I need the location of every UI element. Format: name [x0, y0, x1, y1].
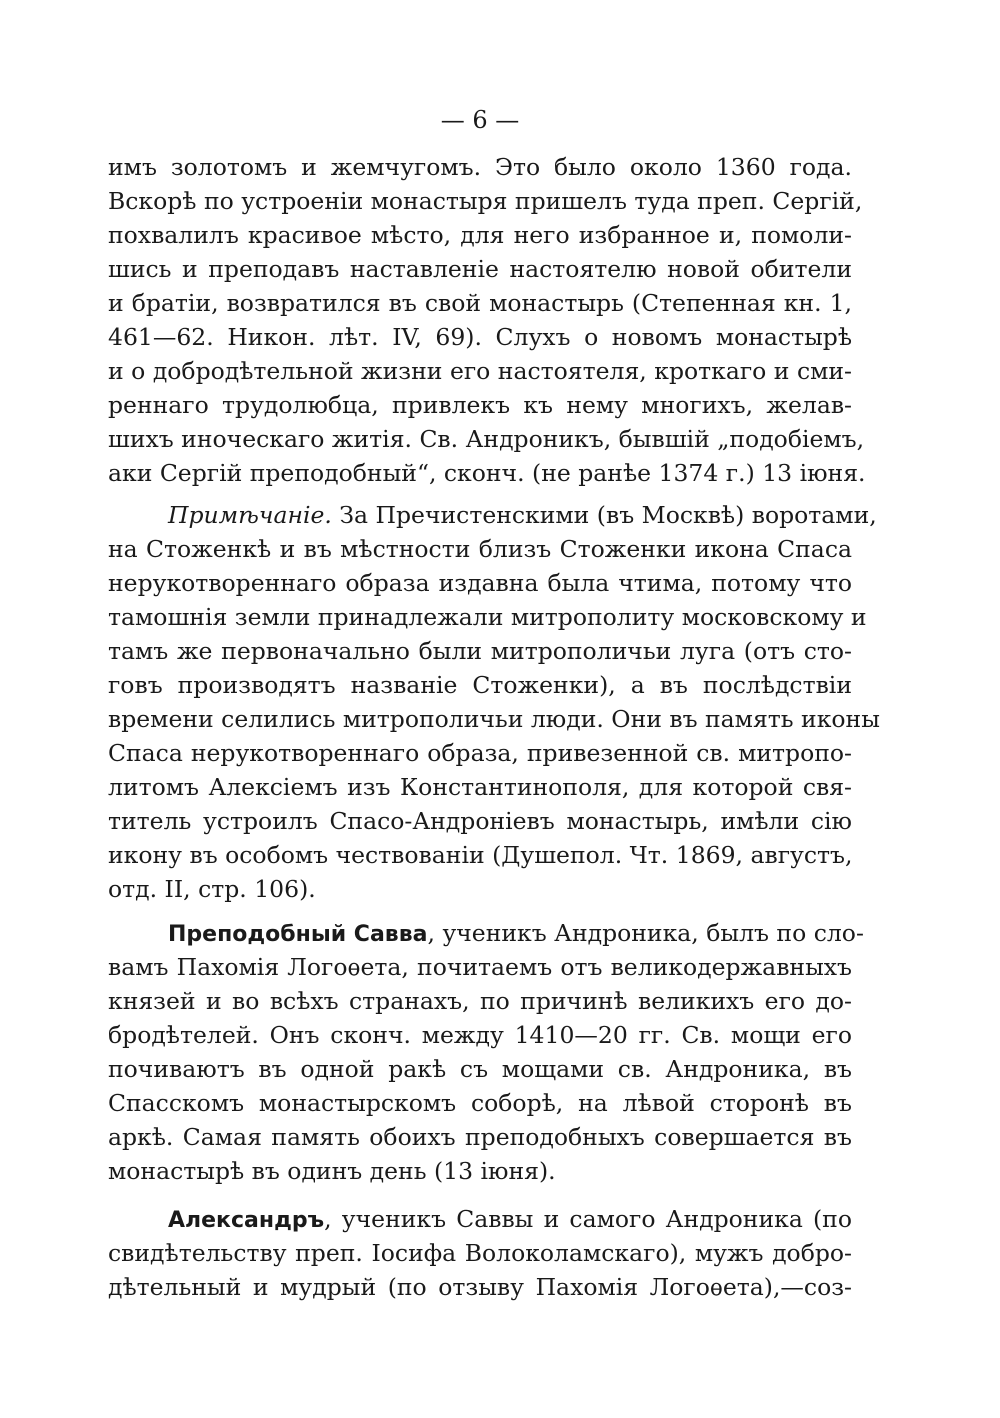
alexander-first-line — [168, 1202, 852, 1236]
text-line: имъ золотомъ и жемчугомъ. Это было около 1360 года. — [108, 153, 852, 181]
text-line: бродѣтелей. Онъ сконч. между 1410—20 гг. Св. мощи его — [108, 1021, 852, 1049]
text-line: реннаго трудолюбца, привлекъ къ нему многихъ, желав- — [108, 391, 852, 419]
note-first-line — [168, 498, 877, 532]
alexander-first-line-text: , ученикъ Саввы и самого Андроника (по — [324, 1205, 852, 1233]
text-line: икону въ особомъ чествованіи (Душепол. Чт. 1869, августъ, — [108, 841, 853, 869]
text-line: аркѣ. Самая память обоихъ преподобныхъ совершается въ — [108, 1123, 852, 1151]
text-line: почиваютъ въ одной ракѣ съ мощами св. Андроника, въ — [108, 1055, 852, 1083]
text-line: монастырѣ въ одинъ день (13 іюня). — [108, 1157, 556, 1185]
text-line: шихъ иноческаго житія. Св. Андроникъ, бывшій „подобіемъ, — [108, 425, 865, 453]
savva-first-line-text: , ученикъ Андроника, былъ по сло- — [427, 919, 864, 947]
text-line: титель устроилъ Спасо-Андроніевъ монастырь, имѣли сію — [108, 807, 852, 835]
text-line: 461—62. Никон. лѣт. IV, 69). Слухъ о новомъ монастырѣ — [108, 323, 852, 351]
alexander-name: Александръ — [168, 1208, 325, 1233]
text-line: отд. II, стр. 106). — [108, 875, 316, 903]
savva-first-line — [168, 916, 864, 950]
text-line: Спасскомъ монастырскомъ соборѣ, на лѣвой сторонѣ въ — [108, 1089, 852, 1117]
text-line: литомъ Алексіемъ изъ Константинополя, для которой свя- — [108, 773, 852, 801]
text-line: похвалилъ красивое мѣсто, для него избранное и, помоли- — [108, 221, 852, 249]
text-line: говъ производятъ названіе Стоженки), а въ послѣдствіи — [108, 671, 852, 699]
note-first-line-text: За Пречистенскими (въ Москвѣ) воротами, — [339, 501, 877, 529]
text-line: на Стоженкѣ и въ мѣстности близъ Стоженки икона Спаса — [108, 535, 852, 563]
text-line: нерукотвореннаго образа издавна была чтима, потому что — [108, 569, 852, 597]
savva-name: Преподобный Савва — [168, 922, 428, 947]
text-line: князей и во всѣхъ странахъ, по причинѣ великихъ его до- — [108, 987, 852, 1015]
text-line: вамъ Пахомія Логоѳета, почитаемъ отъ великодержавныхъ — [108, 953, 852, 981]
text-line: времени селились митрополичьи люди. Они въ память иконы — [108, 705, 880, 733]
text-line: дѣтельный и мудрый (по отзыву Пахомія Логоѳета),—соз- — [108, 1273, 852, 1301]
text-line: и о добродѣтельной жизни его настоятеля, кроткаго и сми- — [108, 357, 852, 385]
page-number: — 6 — — [440, 106, 520, 134]
text-line: шись и преподавъ наставленіе настоятелю новой обители — [108, 255, 852, 283]
text-line: Вскорѣ по устроеніи монастыря пришелъ туда преп. Сергій, — [108, 187, 863, 215]
text-line: и братіи, возвратился въ свой монастырь (Степенная кн. 1, — [108, 289, 852, 317]
note-label: Примѣчаніе. — [168, 501, 332, 529]
text-line: аки Сергій преподобный“, сконч. (не ранѣе 1374 г.) 13 іюня. — [108, 459, 866, 487]
text-line: тамъ же первоначально были митрополичьи луга (отъ сто- — [108, 637, 852, 665]
text-line: Спаса нерукотвореннаго образа, привезенной св. митропо- — [108, 739, 852, 767]
text-line: свидѣтельству преп. Іосифа Волоколамскаго), мужъ добро- — [108, 1239, 852, 1267]
text-line: тамошнія земли принадлежали митрополиту московскому и — [108, 603, 867, 631]
